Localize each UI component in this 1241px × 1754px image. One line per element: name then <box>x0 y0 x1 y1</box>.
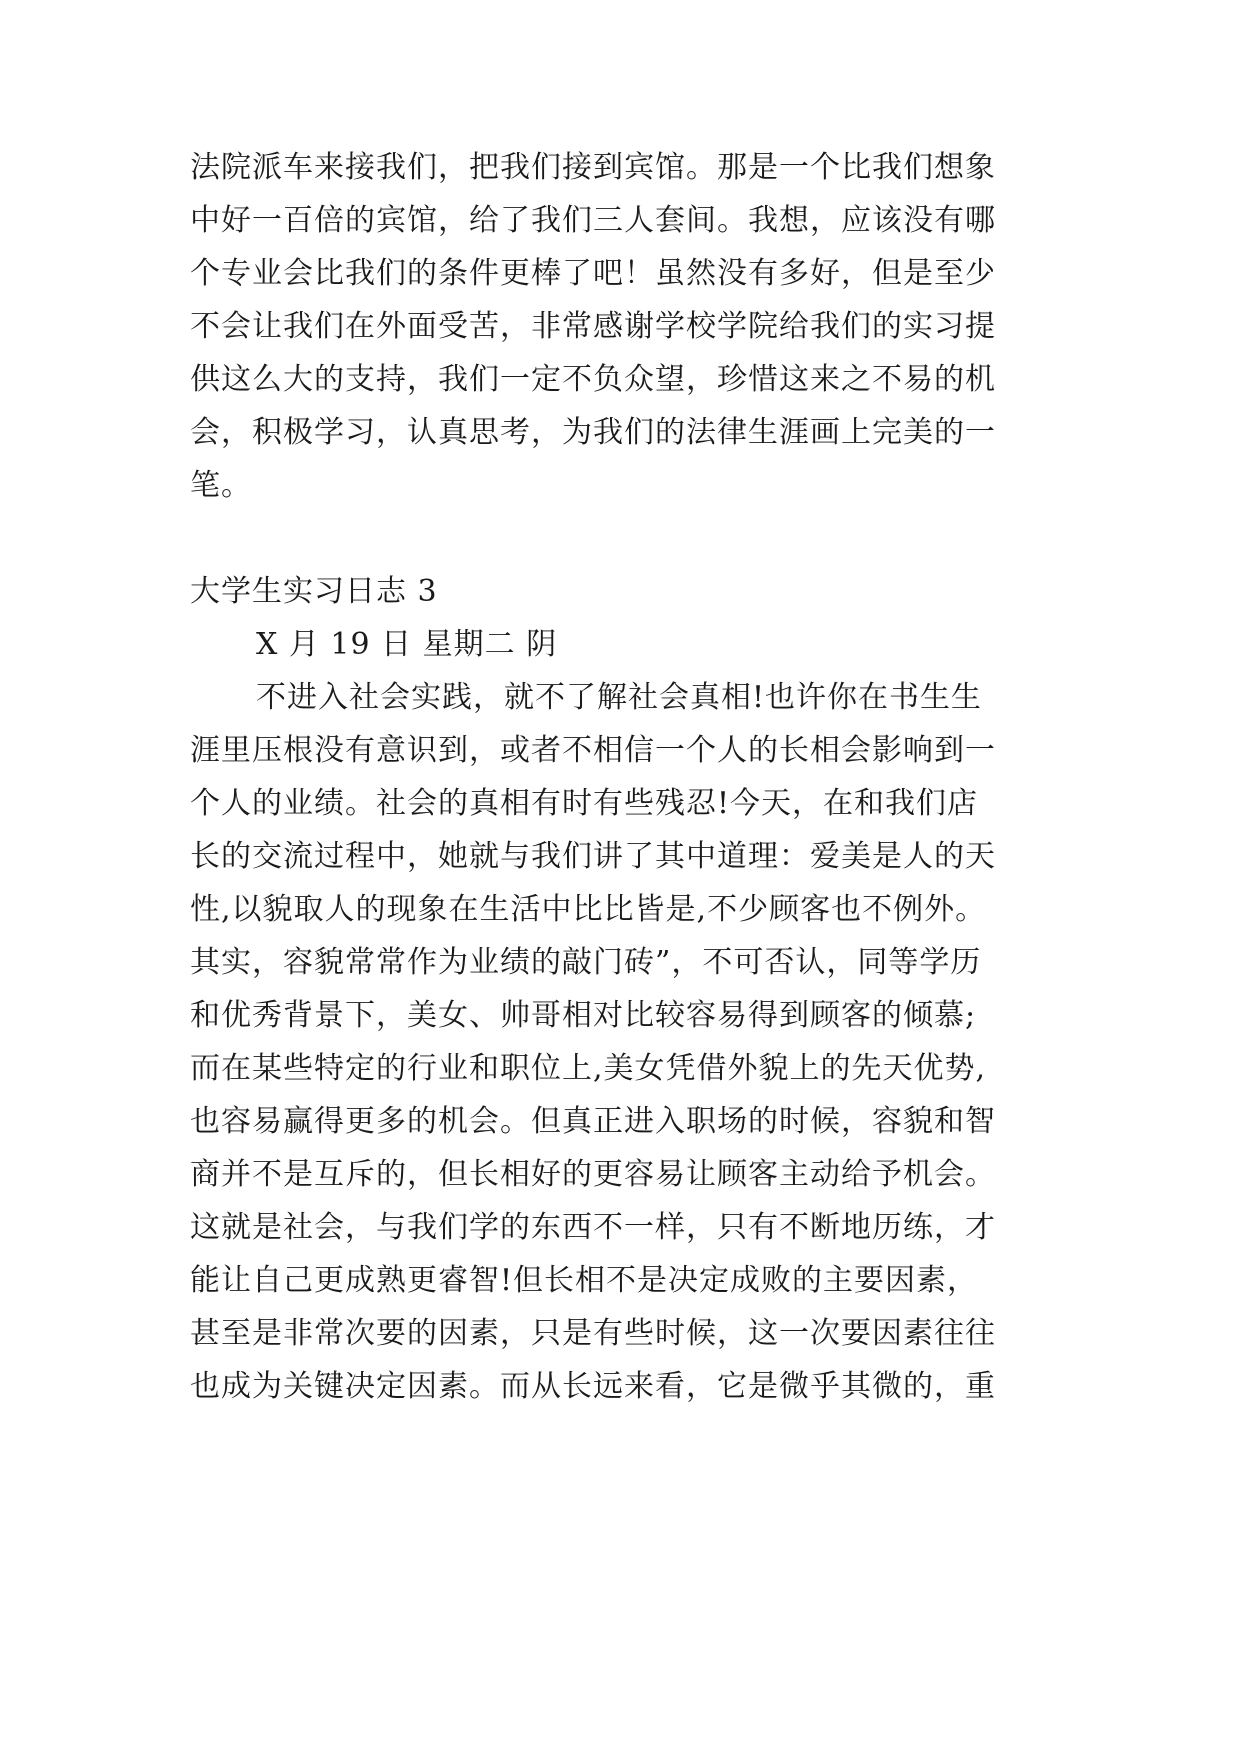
paragraph-line: 笔。 <box>190 468 252 503</box>
paragraph-line: 甚至是非常次要的因素，只是有些时候，这一次要因素往往 <box>190 1316 996 1351</box>
paragraph-line: 长的交流过程中，她就与我们讲了其中道理：爱美是人的天 <box>190 839 996 874</box>
paragraph-line: 商并不是互斥的，但长相好的更容易让顾客主动给予机会。 <box>190 1157 996 1192</box>
paragraph-line: 会，积极学习，认真思考，为我们的法律生涯画上完美的一 <box>190 415 996 450</box>
paragraph-line: 也成为关键决定因素。而从长远来看，它是微乎其微的，重 <box>190 1369 996 1404</box>
paragraph-line: 供这么大的支持，我们一定不负众望，珍惜这来之不易的机 <box>190 362 996 397</box>
paragraph-line: 法院派车来接我们，把我们接到宾馆。那是一个比我们想象 <box>190 150 996 185</box>
paragraph-line: 这就是社会，与我们学的东西不一样，只有不断地历练，才 <box>190 1210 996 1245</box>
paragraph-line: 涯里压根没有意识到，或者不相信一个人的长相会影响到一 <box>190 733 996 768</box>
paragraph-line: 其实，容貌常常作为业绩的敲门砖”，不可否认，同等学历 <box>190 945 982 980</box>
paragraph-line: 个专业会比我们的条件更棒了吧！虽然没有多好，但是至少 <box>190 256 996 291</box>
paragraph-line: 而在某些特定的行业和职位上,美女凭借外貌上的先天优势, <box>190 1051 987 1086</box>
paragraph-line: 中好一百倍的宾馆，给了我们三人套间。我想，应该没有哪 <box>190 203 996 238</box>
paragraph-line: 不进入社会实践，就不了解社会真相!也许你在书生生 <box>256 680 983 715</box>
paragraph-line: 性,以貌取人的现象在生活中比比皆是,不少顾客也不例外。 <box>190 892 987 927</box>
section-heading: 大学生实习日志 3 <box>190 574 438 609</box>
paragraph-line: 不会让我们在外面受苦，非常感谢学校学院给我们的实习提 <box>190 309 996 344</box>
paragraph-line: 个人的业绩。社会的真相有时有些残忍!今天，在和我们店 <box>190 786 979 821</box>
date-line: X 月 19 日 星期二 阴 <box>256 627 558 662</box>
paragraph-line: 和优秀背景下，美女、帅哥相对比较容易得到顾客的倾慕; <box>190 998 977 1033</box>
paragraph-line: 也容易赢得更多的机会。但真正进入职场的时候，容貌和智 <box>190 1104 996 1139</box>
paragraph-line: 能让自己更成熟更睿智!但长相不是决定成败的主要因素， <box>190 1263 979 1298</box>
